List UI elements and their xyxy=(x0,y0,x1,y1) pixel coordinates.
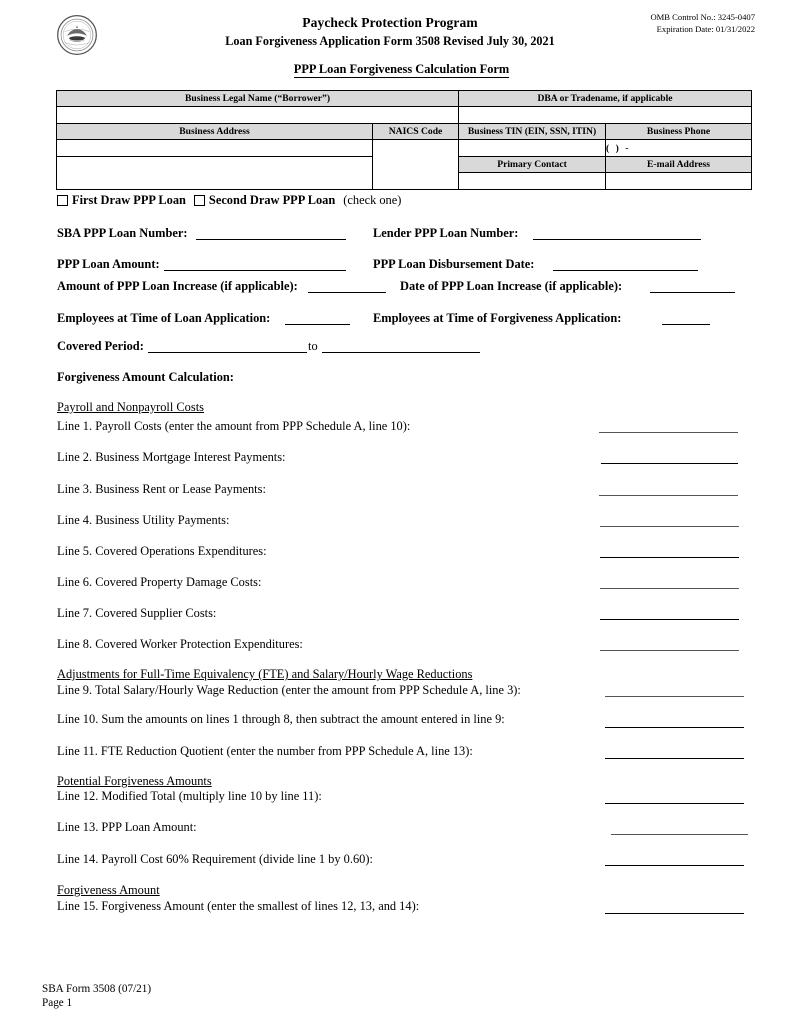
header-titles xyxy=(150,14,630,49)
table-row xyxy=(57,107,752,124)
table-row xyxy=(57,91,752,107)
line-9-label: Line 9. Total Salary/Hourly Wage Reduction (enter the amount from PPP Schedule A, line 3): xyxy=(57,683,521,697)
line-4-label: Line 4. Business Utility Payments: xyxy=(57,513,230,527)
calculation-form-heading xyxy=(0,62,803,77)
line-8-input[interactable] xyxy=(600,650,739,651)
line-12-input[interactable] xyxy=(605,803,744,804)
line-7-label: Line 7. Covered Supplier Costs: xyxy=(57,606,217,620)
fte-adjustments-heading: Adjustments for Full-Time Equivalency (FTE) and Salary/Hourly Wage Reductions xyxy=(57,667,473,681)
disbursement-date-label: PPP Loan Disbursement Date: xyxy=(373,257,535,271)
lender-loan-number-input[interactable] xyxy=(533,239,701,240)
line-1-label: Line 1. Payroll Costs (enter the amount from PPP Schedule A, line 10): xyxy=(57,419,411,433)
line-8-label: Line 8. Covered Worker Protection Expenditures: xyxy=(57,637,303,651)
line-3-input[interactable] xyxy=(599,495,738,496)
loan-increase-amount-label: Amount of PPP Loan Increase (if applicable): xyxy=(57,279,298,293)
line-4-input[interactable] xyxy=(600,526,739,527)
loan-increase-date-label: Date of PPP Loan Increase (if applicable): xyxy=(400,279,623,293)
employees-at-forgiveness-label: Employees at Time of Forgiveness Application: xyxy=(373,311,622,325)
lender-loan-number-label: Lender PPP Loan Number: xyxy=(373,226,519,240)
sba-loan-number-label: SBA PPP Loan Number: xyxy=(57,226,188,240)
employees-at-forgiveness-input[interactable] xyxy=(662,324,710,325)
disbursement-date-input[interactable] xyxy=(553,270,698,271)
dba-input[interactable] xyxy=(459,107,752,124)
line-13-label: Line 13. PPP Loan Amount: xyxy=(57,820,197,834)
table-row xyxy=(57,140,752,157)
email-address-header: E-mail Address xyxy=(606,157,752,173)
line-1-input[interactable] xyxy=(599,432,738,433)
form-id-label: SBA Form 3508 (07/21) xyxy=(42,983,152,995)
payroll-nonpayroll-heading: Payroll and Nonpayroll Costs xyxy=(57,400,204,414)
business-phone-input[interactable]: ( ) - xyxy=(606,140,752,157)
second-draw-label: Second Draw PPP Loan xyxy=(208,193,336,207)
sba-seal-icon xyxy=(56,14,98,56)
primary-contact-input[interactable] xyxy=(459,173,606,190)
page-number-label: Page 1 xyxy=(42,997,73,1009)
covered-period-start-input[interactable] xyxy=(148,352,307,353)
business-tin-header: Business TIN (EIN, SSN, ITIN) xyxy=(459,124,606,140)
loan-increase-amount-input[interactable] xyxy=(308,292,386,293)
line-15-label: Line 15. Forgiveness Amount (enter the smallest of lines 12, 13, and 14): xyxy=(57,899,420,913)
employees-at-loan-input[interactable] xyxy=(285,324,350,325)
employees-at-loan-label: Employees at Time of Loan Application: xyxy=(57,311,271,325)
check-one-instruction: (check one) xyxy=(343,193,402,207)
line-14-input[interactable] xyxy=(605,865,744,866)
business-legal-name-input[interactable] xyxy=(57,107,459,124)
line-7-input[interactable] xyxy=(600,619,739,620)
line-12-label: Line 12. Modified Total (multiply line 10 by line 11): xyxy=(57,789,322,803)
email-address-input[interactable] xyxy=(606,173,752,190)
business-address-input[interactable] xyxy=(57,140,373,157)
line-9-input[interactable] xyxy=(605,696,744,697)
first-draw-label: First Draw PPP Loan xyxy=(72,193,186,207)
forgiveness-amount-heading: Forgiveness Amount xyxy=(57,883,160,897)
ppp-loan-amount-label: PPP Loan Amount: xyxy=(57,257,160,271)
first-draw-checkbox[interactable] xyxy=(57,195,68,206)
line-10-label: Line 10. Sum the amounts on lines 1 through 8, then subtract the amount entered in line 9: xyxy=(57,712,505,726)
line-5-label: Line 5. Covered Operations Expenditures: xyxy=(57,544,267,558)
calculation-form-heading-text: PPP Loan Forgiveness Calculation Form xyxy=(293,62,510,76)
business-tin-input[interactable] xyxy=(459,140,606,157)
naics-code-header: NAICS Code xyxy=(373,124,459,140)
omb-block xyxy=(650,12,755,35)
forgiveness-calculation-heading: Forgiveness Amount Calculation: xyxy=(57,370,234,384)
dba-header: DBA or Tradename, if applicable xyxy=(459,91,752,107)
form-subtitle: Loan Forgiveness Application Form 3508 Revised July 30, 2021 xyxy=(225,34,555,48)
omb-control-number: OMB Control No.: 3245-0407 xyxy=(650,12,755,22)
line-15-input[interactable] xyxy=(605,913,744,914)
second-draw-checkbox[interactable] xyxy=(194,195,205,206)
covered-period-label: Covered Period: xyxy=(57,339,144,353)
business-address-header: Business Address xyxy=(57,124,373,140)
line-2-input[interactable] xyxy=(601,463,738,464)
loan-increase-date-input[interactable] xyxy=(650,292,735,293)
draw-type-selection xyxy=(57,193,401,208)
business-phone-header: Business Phone xyxy=(606,124,752,140)
primary-contact-header: Primary Contact xyxy=(459,157,606,173)
naics-code-input[interactable] xyxy=(373,140,459,190)
borrower-info-table xyxy=(56,90,752,190)
line-11-input[interactable] xyxy=(605,758,744,759)
business-legal-name-header: Business Legal Name (“Borrower”) xyxy=(57,91,459,107)
business-address-input-continued[interactable] xyxy=(57,157,373,190)
line-3-label: Line 3. Business Rent or Lease Payments: xyxy=(57,482,266,496)
line-6-input[interactable] xyxy=(600,588,739,589)
line-13-input[interactable] xyxy=(611,834,748,835)
line-6-label: Line 6. Covered Property Damage Costs: xyxy=(57,575,262,589)
line-5-input[interactable] xyxy=(600,557,739,558)
line-10-input[interactable] xyxy=(605,727,744,728)
table-row xyxy=(57,124,752,140)
line-11-label: Line 11. FTE Reduction Quotient (enter the number from PPP Schedule A, line 13): xyxy=(57,744,473,758)
covered-period-end-input[interactable] xyxy=(322,352,480,353)
sba-loan-number-input[interactable] xyxy=(196,239,346,240)
omb-expiration-date: Expiration Date: 01/31/2022 xyxy=(656,23,755,34)
potential-forgiveness-heading: Potential Forgiveness Amounts xyxy=(57,774,212,788)
page-footer xyxy=(42,982,151,1010)
ppp-loan-amount-input[interactable] xyxy=(164,270,346,271)
line-14-label: Line 14. Payroll Cost 60% Requirement (divide line 1 by 0.60): xyxy=(57,852,373,866)
line-2-label: Line 2. Business Mortgage Interest Payments: xyxy=(57,450,286,464)
page-title: Paycheck Protection Program xyxy=(302,15,478,30)
covered-period-separator: to xyxy=(308,339,318,353)
